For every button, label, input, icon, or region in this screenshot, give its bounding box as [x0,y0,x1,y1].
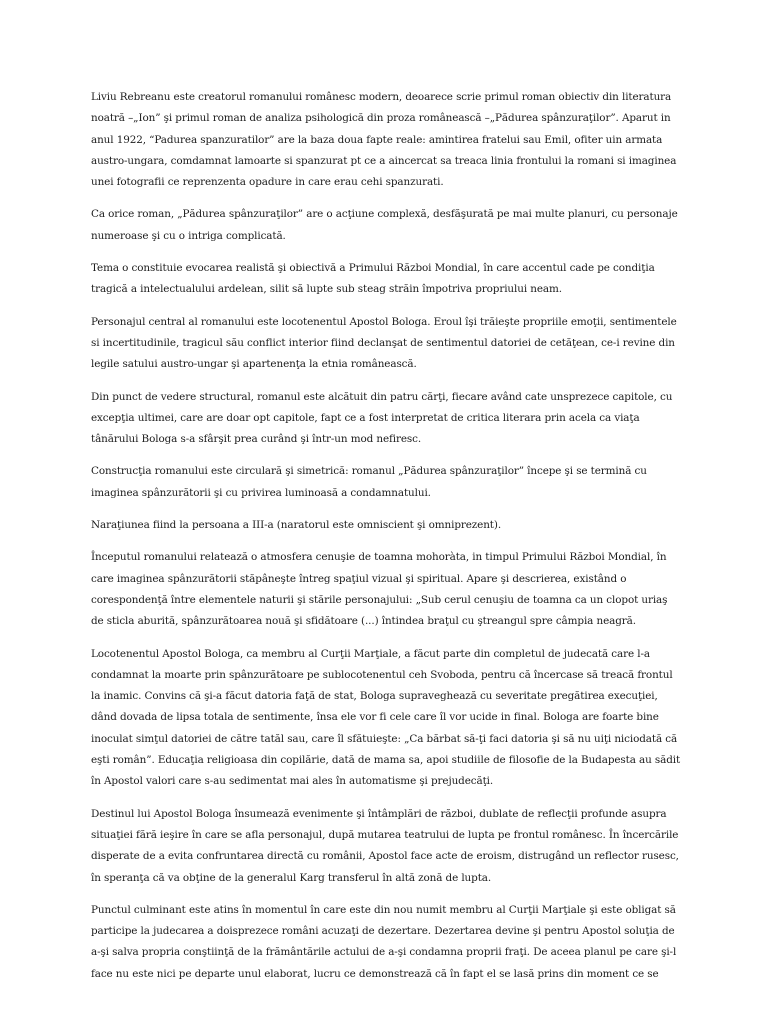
paragraph-narration: Naraţiunea fiind la persoana a III-a (naratorul este omniscient şi omniprezent). [91,519,502,532]
paragraph-theme: Tema o constituie evocarea realistă şi obiectivă a Primului Război Mondial, în care accentul cade pe condiţia tragică a intelectualului ardelean, silit să lupte sub steag străin împotriva propriului neam. [91,262,655,296]
document-body [91,87,681,996]
paragraph-structure: Din punct de vedere structural, romanul este alcătuit din patru cărţi, fiecare având cate unsprezece capitole, cu excepţia ultimei, care are doar opt capitole, fapt ce a fost interpretat de critica literara prin acela ca viaţa tânărului Bologa s-a sfârşit prea curând şi într-un mod nefiresc. [91,390,673,446]
paragraph-lieutenant: Locotenentul Apostol Bologa, ca membru al Curţii Marţiale, a făcut parte din completul de judecată care l-a condamnat la moarte prin spânzurătoare pe sublocotenentul ceh Svoboda, pentru că încercase să treacă frontul la inamic. Convins că şi-a făcut datoria faţă de stat, Bologa supraveghează cu severitate pregătirea execuţiei, dând dovada de lipsa totala de sentimente, însa ele vor fi cele care îl vor ucide in final. Bologa are foarte bine inoculat simţul datoriei de către tatăl sau, care îl sfătuieşte: „Ca bărbat să-ţi faci datoria şi să nu uiţi niciodată că eşti român”. Educaţia religioasa din copilărie, dată de mama sa, apoi studiile de filosofie de la Budapesta au sădit în Apostol valori care s-au sedimentat mai ales în automatisme şi prejudecăţi. [91,647,681,788]
paragraph-main-character: Personajul central al romanului este locotenentul Apostol Bologa. Eroul îşi trăieşte propriile emoţii, sentimentele si incertitudinile, tragicul său conflict interior fiind declanşat de sentimentul datoriei de cetăţean, ce-i revine din legile satului austro-ungar şi apartenenţa la etnia românească. [91,315,677,371]
paragraph-beginning: Începutul romanului relatează o atmosfera cenuşie de toamna mohoràta, in timpul Primului Război Mondial, în care imaginea spânzurătorii stăpâneşte întreg spaţiul vizual şi spiritual. Apare şi descrierea, existând o corespondenţă între elementele naturii şi stările personajului: „Sub cerul cenuşiu de toamna ca un clopot uriaş de sticla aburită, spânzurătoarea nouă şi sfidătoare (...) întindea braţul cu ştreangul spre câmpia neagră. [91,551,668,628]
paragraph-destiny: Destinul lui Apostol Bologa însumează evenimente şi întâmplări de război, dublate de reflecţii profunde asupra situaţiei fără ieşire în care se afla personajul, după mutarea teatrului de lupta pe frontul românesc. În încercările disperate de a evita confruntarea directă cu românii, Apostol face acte de eroism, distrugând un reflector rusesc, în speranţa că va obţine de la generalul Karg transferul în altă zonă de lupta. [91,807,679,884]
paragraph-intro: Liviu Rebreanu este creatorul romanului românesc modern, deoarece scrie primul roman obiectiv din literatura noatră –„Ion” şi primul roman de analiza psihologică din proza românească –„Pădurea spânzuraţilor”. Aparut in anul 1922, “Padurea spanzuratilor” are la baza doua fapte reale: amintirea fratelui sau Emil, ofiter uin armata austro-ungara, comdamnat lamoarte si spanzurat pt ce a aincercat sa treaca linia frontului la romani si imaginea unei fotografii ce reprenzenta opadure in care erau cehi spanzurati. [91,91,677,189]
paragraph-action: Ca orice roman, „Pădurea spânzuraţilor” are o acţiune complexă, desfăşurată pe mai multe planuri, cu personaje numeroase şi cu o intriga complicată. [91,208,678,242]
paragraph-climax: Punctul culminant este atins în momentul în care este din nou numit membru al Curţii Marţiale şi este obligat să participe la judecarea a doisprezece români acuzaţi de dezertare. Dezertarea devine şi pentru Apostol soluţia de a-şi salva propria conştiinţă de la frământările actului de a-şi condamna proprii fraţi. De aceea planul pe care şi-l face nu este nici pe departe unul elaborat, lucru ce demonstrează că în fapt el se lasă prins din moment ce se [91,903,677,980]
paragraph-construction: Construcţia romanului este circulară şi simetrică: romanul „Pădurea spânzuraţilor” începe şi se termină cu imaginea spânzurătorii şi cu privirea luminoasă a condamnatului. [91,465,647,499]
